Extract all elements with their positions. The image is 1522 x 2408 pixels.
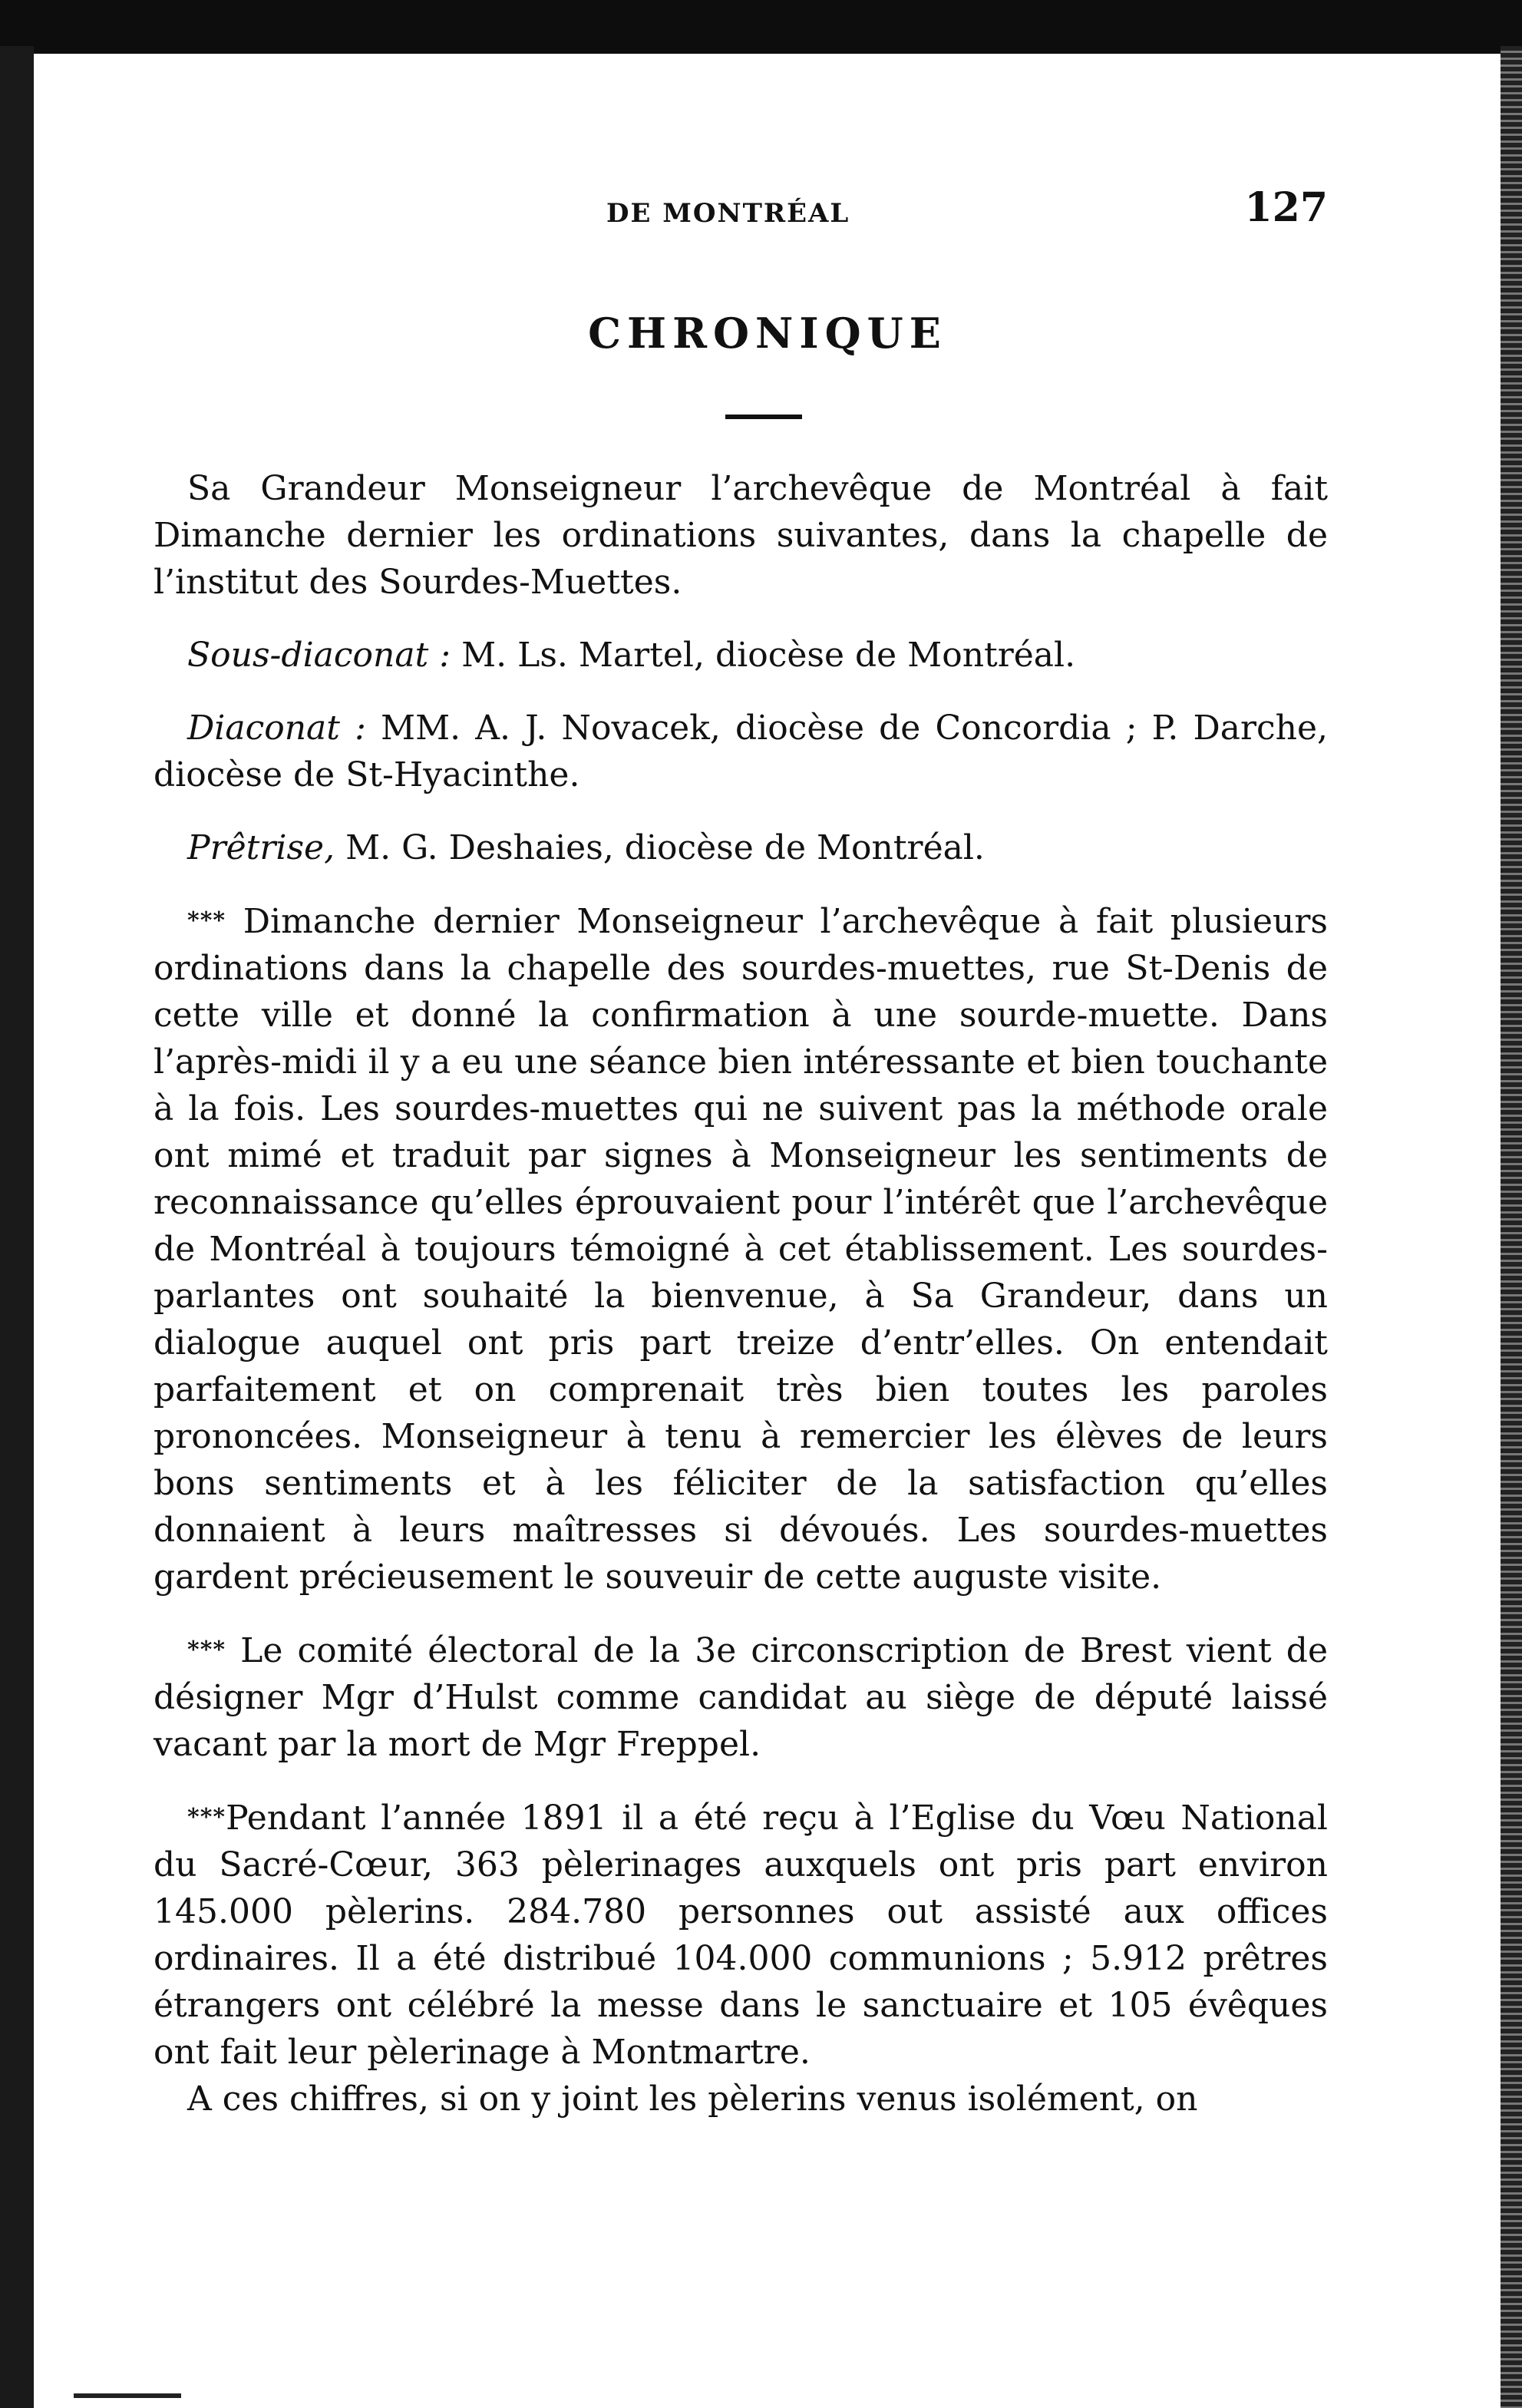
paragraph-pilgrims-continued: A ces chiffres, si on y joint les pèlerins venus isolément, on bbox=[187, 2079, 1198, 2119]
asterism-ornament: *** bbox=[187, 907, 226, 934]
text-subdiaconate: M. Ls. Martel, diocèse de Montréal. bbox=[451, 636, 1076, 675]
running-title: DE MONTRÉAL bbox=[606, 198, 850, 229]
text-diaconate: MM. A. J. Novacek, diocèse de Concordia ; P. Darche, diocèse de St-Hyacinthe. bbox=[154, 709, 1329, 794]
scan-right-border bbox=[1501, 46, 1522, 2408]
paragraph-pilgrimages bbox=[154, 1794, 1328, 2076]
title-rule bbox=[725, 415, 802, 419]
text-pilgrimages: Pendant l’année 1891 il a été reçu à l’Eglise du Vœu National du Sacré-Cœur, 363 pèlerinages auxquels ont pris part environ 145.000 pèlerins. 284.780 personnes out assisté aux offices ordinaires. Il a été distribué 104.000 communions ; 5.912 prêtres étrangers ont célébré la messe dans le sanctuaire et 105 évêques ont fait leur pèlerinage à Montmartre. bbox=[154, 1799, 1328, 2072]
paragraph-brest-election bbox=[154, 1627, 1328, 1768]
asterism-ornament: *** bbox=[187, 1804, 226, 1831]
article-body bbox=[154, 465, 1328, 2122]
asterism-ornament: *** bbox=[187, 1637, 226, 1663]
page-number: 127 bbox=[1244, 184, 1328, 231]
scan-bottom-mark bbox=[74, 2393, 181, 2398]
text-deaf-mute-visit: Dimanche dernier Monseigneur l’archevêque à fait plusieurs ordinations dans la chapelle des sourdes-muettes, rue St-Denis de cette ville et donné la confirmation à une sourde-muette. Dans l’après-midi il y a eu une séance bien intéressante et bien touchante à la fois. Les sourdes-muettes qui ne suivent pas la méthode orale ont mimé et traduit par signes à Monseigneur les sentiments de reconnaissance qu’elles éprouvaient pour l’intérêt que l’archevêque de Montréal à toujours témoigné à cet établissement. Les sourdes-parlantes ont souhaité la bienvenue, à Sa Grandeur, dans un dialogue auquel ont pris part treize d’entr’elles. On entendait parfaitement et on comprenait très bien toutes les paroles prononcées. Monseigneur à tenu à remercier les élèves de leurs bons sentiments et à les féliciter de la satisfaction qu’elles donnaient à leurs maîtresses si dévoués. Les sourdes-muettes gardent précieusement le souveuir de cette auguste visite. bbox=[154, 902, 1328, 1597]
label-subdiaconate: Sous-diaconat : bbox=[187, 636, 451, 675]
paragraph-ordinations: Sa Grandeur Monseigneur l’archevêque de Montréal à fait Dimanche dernier les ordinations suivantes, dans la chapelle de l’institut des Sourdes-Muettes. bbox=[154, 469, 1328, 602]
text-brest-election: Le comité électoral de la 3e circonscription de Brest vient de désigner Mgr d’Hulst comme candidat au siège de député laissé vacant par la mort de Mgr Freppel. bbox=[154, 1631, 1328, 1764]
section-title: CHRONIQUE bbox=[588, 309, 947, 358]
scan-top-border bbox=[0, 0, 1522, 54]
paragraph-deaf-mute-visit bbox=[154, 897, 1328, 1600]
running-head bbox=[154, 184, 1328, 238]
scan-left-border bbox=[0, 46, 34, 2408]
book-page bbox=[154, 184, 1328, 2122]
label-diaconate: Diaconat : bbox=[187, 709, 366, 748]
paragraph-diaconate bbox=[154, 705, 1328, 798]
label-priesthood: Prêtrise, bbox=[187, 828, 335, 867]
paragraph-subdiaconate bbox=[154, 632, 1328, 679]
paragraph-priesthood bbox=[154, 824, 1328, 871]
text-priesthood: M. G. Deshaies, diocèse de Montréal. bbox=[335, 828, 985, 867]
